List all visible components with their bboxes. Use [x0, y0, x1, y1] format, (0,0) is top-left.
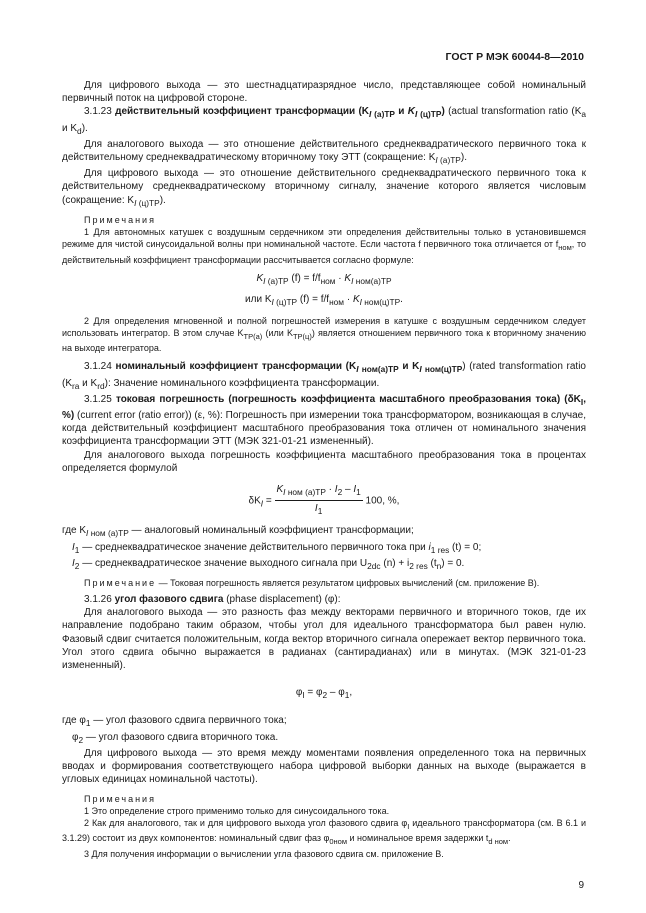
clause-3-1-25: 3.1.25 токовая погрешность (погрешность коэффициента масштабного преобразования тока) ($\delta K_I$, %) (current error (ratio error)) (ε, %): Погрешность при измерении тока трансформатором, возникающая в случае, когда действительный коэффициент масштабного преобразования тока отличен от номинального значения коэффициента трансформации ЭТТ (МЭК 321-01-21 измененный). — [62, 393, 586, 448]
notes-block-2 — [62, 793, 586, 861]
where-phi1: где $\varphi_1$ — угол фазового сдвига первичного тока; — [62, 715, 287, 729]
paragraph-digital-phase: Для цифрового выхода — это время между моментами появления определенного тока на первичных вводах и формирования соответствующего набора цифровой выборки данных на выходе (выражается в угловых единицах номинальной частоты). — [62, 747, 586, 786]
notes-heading: Примечания — [84, 214, 156, 225]
formula-current-error: $\delta K_I$ = $\frac{K_I _{ном (а)ТР} \cdot I_2 - I_1}{I_1}$ 100, %, — [62, 483, 586, 518]
note-2-1: 1 Это определение строго применимо только для синусоидального тока. — [84, 805, 390, 816]
formula-digital-ratio: или $K_{I (ц)ТР}$ $(f) = f/f_{ном} \cdot K_I$ $_{ном(ц)ТР}$. — [245, 293, 403, 307]
note-2: 2 Для определения мгновенной и полной погрешностей измерения в катушке с воздушным сердечником следует использовать интегратор. В этом случае $K_{ТР(а)}$ (или $K_{ТР(ц)}$) является отношением первичного тока к вторичному значению на выходе интегратора. — [62, 315, 586, 354]
where-i2: $I_2$ — среднеквадратическое значение выходного сигнала при $U_{2dc}$ $(n) + i_{2 res}$ $(t_n) = 0$. — [72, 557, 465, 571]
where-phi2: $\varphi_2$ — угол фазового сдвига вторичного тока. — [72, 731, 279, 745]
note-current-error: Примечание — Токовая погрешность является результатом цифровых вычислений (см. приложение В). — [84, 578, 540, 589]
standard-header: ГОСТ Р МЭК 60044-8—2010 — [445, 51, 584, 63]
page-number: 9 — [578, 880, 584, 891]
note-1: 1 Для автономных катушек с воздушным сердечником эти определения действительны только в установившемся режиме для чистой синусоидальной волны при номинальной частоте. Если частота f первичного тока отличается от $f_{ном}$, то действительный коэффициент трансформации рассчитывается согласно формуле: — [62, 226, 586, 265]
paragraph-digital-ratio: Для цифрового выхода — это отношение действительного среднеквадратического первичного тока к действительному среднеквадратическому вторичному сигналу, значение которого является числовым (сокращение: $K_{I (ц)ТР}$). — [62, 168, 586, 208]
paragraph-analog-error: Для аналогового выхода погрешность коэффициента масштабного преобразования тока в процентах определяется формулой — [62, 449, 586, 474]
clause-3-1-23: 3.1.23 действительный коэффициент трансформации ($K_{I (а)ТР}$ и $K_{I (ц)ТР}$) (actual transformation ratio ($K_a$ и $K_d$). — [62, 106, 586, 136]
notes-heading-2: Примечания — [84, 793, 156, 804]
formula-fraction: $\frac{K_I _{ном (а)ТР} \cdot I_2 - I_1}{I_1}$ — [276, 484, 361, 517]
paragraph-digital-output: Для цифрового выхода — это шестнадцатиразрядное число, представляющее собой номинальный первичный поток на цифровой стороне. — [62, 80, 586, 105]
clause-3-1-24: 3.1.24 номинальный коэффициент трансформации ($K_{I ном(а)ТР}$ и $K_{I ном(ц)ТР}$) (rated transformation ratio ($K_{ra}$ и $K_{rd}$): Значение номинального коэффициента трансформации. — [62, 361, 586, 391]
where-k: где $K_{I ном (а)ТР}$ — аналоговый номинальный коэффициент трансформации; — [62, 525, 414, 539]
clause-3-1-26: 3.1.26 угол фазового сдвига (phase displacement) (φ): — [84, 594, 341, 606]
note-2-2: 2 Как для аналогового, так и для цифрового выхода угол фазового сдвига $\varphi_I$ идеального трансформатора (см. В 6.1 и 3.1.29) состоит из двух компонентов: номинальный сдвиг фаз $\varphi_{0ном}$ и номинальное время задержки $t_{d ном}$. — [62, 817, 587, 847]
paragraph-analog-ratio: Для аналогового выхода — это отношение действительного среднеквадратического первичного тока к действительному среднеквадратическому вторичному току ЭТТ (сокращение: $K_{I (а)ТР}$). — [62, 138, 586, 166]
document-body — [62, 79, 586, 860]
notes-block-1 — [62, 214, 586, 355]
formula-phase: $\varphi_I = \varphi_2 - \varphi_1$, — [295, 687, 353, 701]
note-2-3: 3 Для получения информации о вычислении угла фазового сдвига см. приложение В. — [84, 849, 444, 860]
paragraph-analog-phase: Для аналогового выхода — это разность фаз между векторами первичного и вторичного токов, где их направление подобрано таким образом, чтобы угол для идеального трансформатора был равен нулю. Фазовый сдвиг считается положительным, когда вектор вторичного сигнала опережает вектор первичного тока. Угол этого сдвига обычно выражается в радианах (сантирадианах) или в минутах. (МЭК 321-01-23 измененный). — [62, 607, 586, 672]
formula-actual-ratio: $K_I$ $_{(а)ТР}$ $(f) = f/f_{ном} \cdot K_I$ $_{ном(а)ТР}$ — [256, 272, 392, 286]
where-i1: $I_1$ — среднеквадратическое значение действительного первичного тока при $i_{1 res}$ (t) = 0; — [72, 541, 482, 555]
